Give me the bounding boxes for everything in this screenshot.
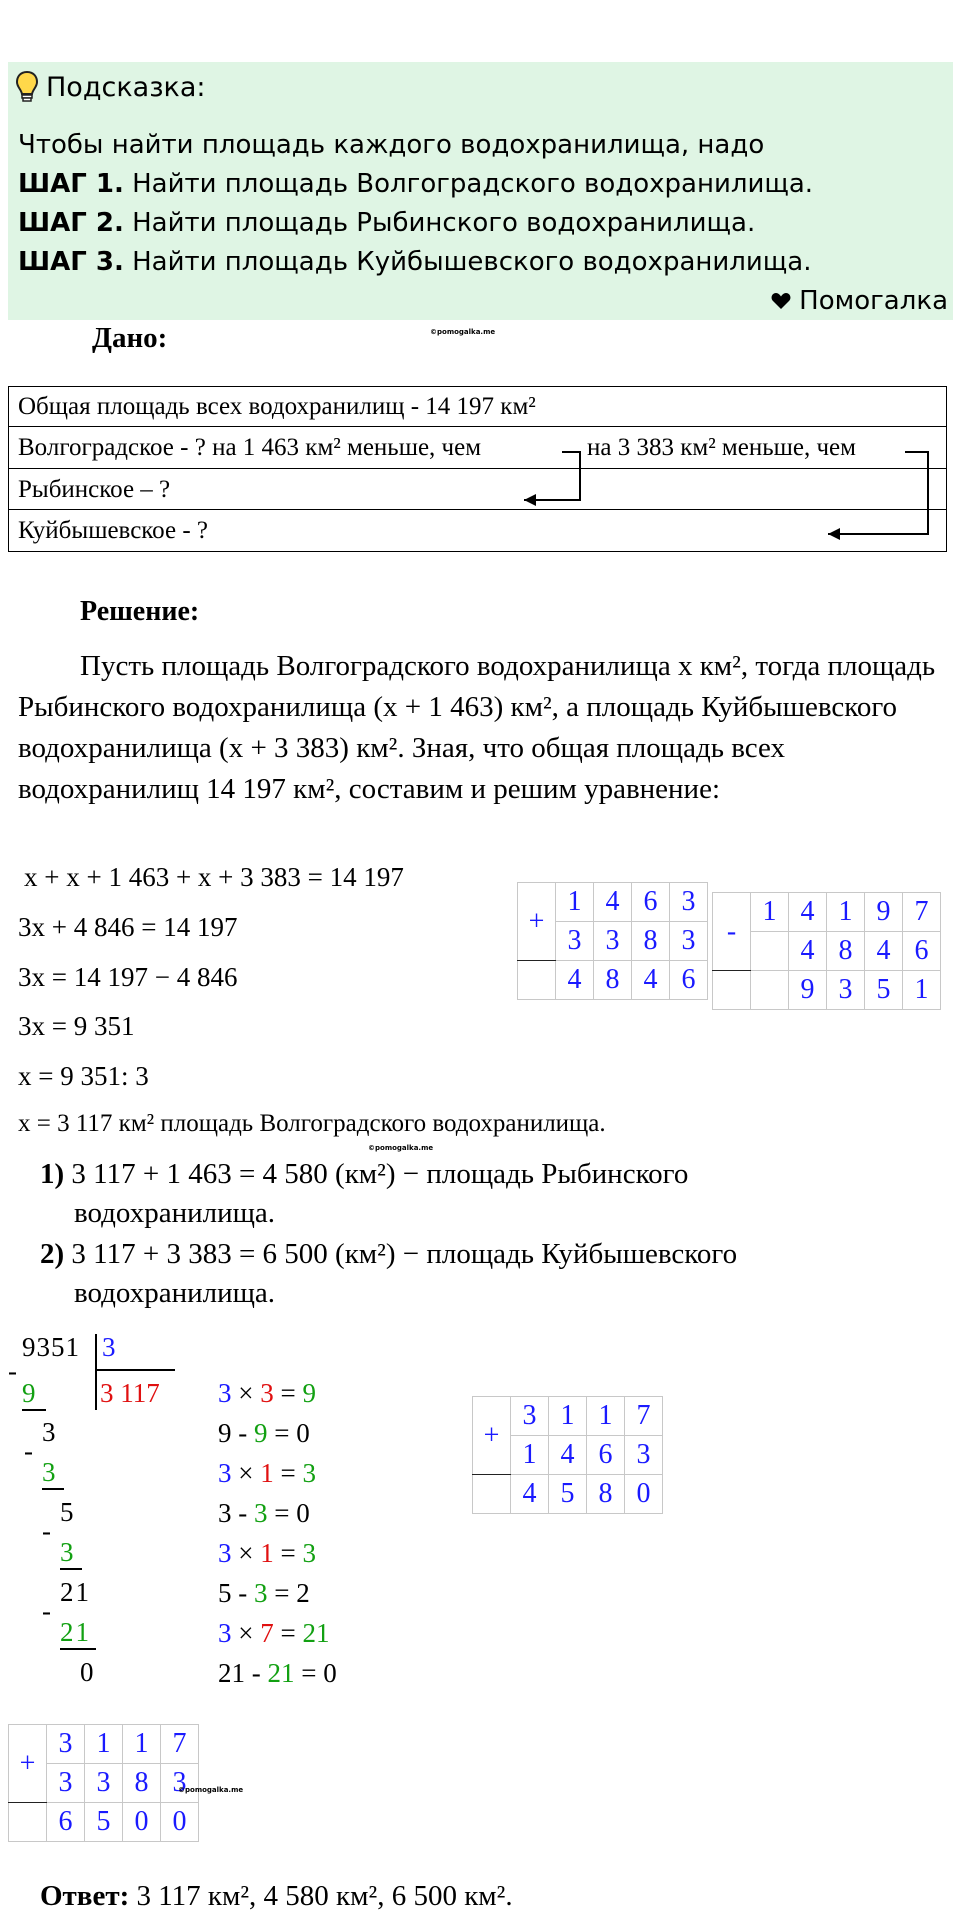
digit: 5	[865, 971, 903, 1010]
check-operand: 5	[218, 1578, 232, 1608]
brand-name: Помогалка	[799, 286, 948, 316]
digit: 4	[789, 893, 827, 932]
division-check	[218, 1498, 310, 1529]
watermark: ©pomogalka.me	[368, 1144, 434, 1152]
digit: 1	[85, 1725, 123, 1764]
digit	[751, 971, 789, 1010]
division-check	[218, 1658, 337, 1689]
column-subtraction	[712, 892, 941, 1010]
digit: 1	[903, 971, 941, 1010]
digit: 3	[594, 922, 632, 961]
digit: 4	[549, 1436, 587, 1475]
division-step: 21	[60, 1577, 91, 1607]
digit: 3	[161, 1764, 199, 1803]
digit: 3	[670, 883, 708, 922]
answer	[40, 1880, 513, 1913]
step-1-cont: водохранилища.	[74, 1197, 276, 1229]
step-number: 2)	[40, 1238, 65, 1270]
step-2-cont: водохранилища.	[74, 1277, 276, 1309]
check-operand: 21	[267, 1658, 295, 1688]
check-operand: 3	[218, 1538, 232, 1568]
digit: 3	[47, 1764, 85, 1803]
check-op: -	[231, 1498, 254, 1528]
check-result: 0	[296, 1498, 310, 1528]
division-divisor: 3	[102, 1332, 116, 1362]
digit: 1	[587, 1397, 625, 1436]
division-minus: -	[42, 1596, 51, 1626]
check-op: -	[245, 1658, 268, 1688]
check-operand: 9	[254, 1418, 268, 1448]
equation: x = 3 117 км² площадь Волгоградского водохранилища.	[18, 1110, 606, 1137]
step-text: 3 117 + 1 463 = 4 580 (км²) − площадь Рыбинского	[71, 1158, 689, 1190]
check-result: 21	[302, 1618, 330, 1648]
digit	[751, 932, 789, 971]
hint-step-text: Найти площадь Рыбинского водохранилища.	[132, 208, 756, 238]
division-check	[218, 1538, 316, 1569]
step-text: 3 117 + 3 383 = 6 500 (км²) − площадь Куйбышевского	[71, 1238, 738, 1270]
check-op: ×	[231, 1618, 261, 1648]
plus-sign: +	[9, 1725, 47, 1803]
digit: 7	[161, 1725, 199, 1764]
solution-paragraph-text: Пусть площадь Волгоградского водохранилища x км², тогда площадь Рыбинского водохранилища (x + 1 463) км², а площадь Куйбышевского водохранилища (x + 3 383) км². Зная, что общая площадь всех водохранилищ 14 197 км², составим и решим уравнение:	[18, 650, 936, 805]
digit: 4	[594, 883, 632, 922]
check-operand: 3	[218, 1458, 232, 1488]
digit: 9	[789, 971, 827, 1010]
check-eq: =	[273, 1378, 303, 1408]
division-minus: -	[42, 1516, 51, 1546]
division-step: 0	[80, 1657, 94, 1687]
digit: 5	[549, 1475, 587, 1514]
digit: 3	[827, 971, 865, 1010]
column-addition-1	[517, 882, 708, 1000]
digit: 6	[632, 883, 670, 922]
digit: 3	[625, 1436, 663, 1475]
equation: 3x + 4 846 = 14 197	[18, 912, 238, 942]
check-op: ×	[231, 1378, 261, 1408]
equation: x = 9 351: 3	[18, 1061, 149, 1091]
check-eq: =	[294, 1658, 324, 1688]
check-eq: =	[273, 1618, 303, 1648]
check-result: 0	[296, 1418, 310, 1448]
digit: 0	[123, 1803, 161, 1842]
digit: 3	[511, 1397, 549, 1436]
hint-step-label: ШАГ 3.	[18, 247, 124, 277]
check-operand: 9	[218, 1418, 232, 1448]
check-operand: 3	[254, 1578, 268, 1608]
check-operand: 21	[218, 1658, 245, 1688]
division-step: 21	[60, 1617, 96, 1650]
digit: 8	[587, 1475, 625, 1514]
digit: 1	[751, 893, 789, 932]
division-step: 5	[60, 1497, 74, 1527]
division-minus: -	[24, 1436, 33, 1466]
division-check	[218, 1458, 316, 1489]
division-step: 3	[42, 1457, 64, 1490]
digit: 5	[85, 1803, 123, 1842]
check-operand: 3	[260, 1378, 274, 1408]
given-row-rybinsk: Рыбинское – ?	[9, 469, 946, 510]
digit: 4	[511, 1475, 549, 1514]
digit: 0	[625, 1475, 663, 1514]
digit: 8	[123, 1764, 161, 1803]
digit: 6	[47, 1803, 85, 1842]
check-op: ×	[231, 1458, 261, 1488]
division-check	[218, 1618, 329, 1649]
digit: 6	[587, 1436, 625, 1475]
division-step: 3	[60, 1537, 82, 1570]
minus-sign: -	[713, 893, 751, 971]
digit: 4	[789, 932, 827, 971]
watermark: ©pomogalka.me	[430, 328, 496, 336]
digit: 4	[865, 932, 903, 971]
check-result: 3	[302, 1458, 316, 1488]
check-operand: 1	[260, 1538, 274, 1568]
division-step: 3	[42, 1417, 56, 1447]
equation: x + x + 1 463 + x + 3 383 = 14 197	[24, 862, 404, 892]
hint-step-label: ШАГ 1.	[18, 169, 124, 199]
division-check	[218, 1418, 310, 1449]
digit: 1	[123, 1725, 161, 1764]
digit: 8	[594, 961, 632, 1000]
check-operand: 3	[218, 1618, 232, 1648]
given-row-volgograd-extra: на 3 383 км² меньше, чем	[587, 434, 856, 461]
digit: 8	[632, 922, 670, 961]
hint-title-text: Подсказка:	[46, 71, 206, 103]
digit: 7	[903, 893, 941, 932]
answer-text: 3 117 км², 4 580 км², 6 500 км².	[129, 1880, 513, 1912]
given-row-total: Общая площадь всех водохранилищ - 14 197 км²	[9, 387, 946, 427]
check-result: 0	[323, 1658, 337, 1688]
digit: 4	[632, 961, 670, 1000]
check-op: -	[231, 1578, 254, 1608]
step-number: 1)	[40, 1158, 65, 1190]
check-operand: 3	[218, 1378, 232, 1408]
check-result: 3	[302, 1538, 316, 1568]
check-eq: =	[273, 1538, 303, 1568]
digit: 7	[625, 1397, 663, 1436]
digit: 0	[161, 1803, 199, 1842]
hint-intro: Чтобы найти площадь каждого водохранилища, надо	[18, 130, 765, 160]
digit: 3	[47, 1725, 85, 1764]
given-heading: Дано:	[92, 322, 168, 354]
solution-heading: Решение:	[80, 596, 200, 627]
equation: 3x = 14 197 − 4 846	[18, 962, 238, 992]
check-result: 9	[302, 1378, 316, 1408]
digit: 3	[670, 922, 708, 961]
digit: 1	[549, 1397, 587, 1436]
digit: 1	[511, 1436, 549, 1475]
check-op: ×	[231, 1538, 261, 1568]
check-eq: =	[267, 1578, 297, 1608]
check-op: -	[231, 1418, 254, 1448]
digit: 3	[556, 922, 594, 961]
division-step: 9	[22, 1378, 46, 1411]
equation: 3x = 9 351	[18, 1011, 135, 1041]
given-arrows	[0, 0, 960, 600]
check-eq: =	[267, 1418, 297, 1448]
hint-step-text: Найти площадь Волгоградского водохранилища.	[132, 169, 814, 199]
digit: 3	[85, 1764, 123, 1803]
check-eq: =	[267, 1498, 297, 1528]
check-eq: =	[273, 1458, 303, 1488]
plus-sign: +	[518, 883, 556, 961]
division-quotient: 3 117	[100, 1378, 160, 1408]
hint-step-text: Найти площадь Куйбышевского водохранилища.	[132, 247, 812, 277]
division-check	[218, 1378, 316, 1409]
digit: 1	[556, 883, 594, 922]
solution-paragraph	[18, 646, 948, 810]
digit: 6	[670, 961, 708, 1000]
check-operand: 3	[254, 1498, 268, 1528]
digit: 9	[865, 893, 903, 932]
digit: 8	[827, 932, 865, 971]
check-operand: 3	[218, 1498, 232, 1528]
hint-step-label: ШАГ 2.	[18, 208, 124, 238]
given-row-volgograd-text: Волгоградское - ? на 1 463 км² меньше, чем	[18, 434, 482, 461]
division-minus: -	[8, 1356, 17, 1386]
given-row-kuibyshev: Куйбышевское - ?	[18, 517, 208, 544]
answer-label: Ответ:	[40, 1880, 130, 1912]
division-line	[95, 1369, 175, 1371]
check-operand: 1	[260, 1458, 274, 1488]
step-2	[40, 1238, 737, 1271]
digit: 4	[556, 961, 594, 1000]
check-result: 2	[296, 1578, 310, 1608]
column-addition-3	[8, 1724, 199, 1842]
plus-sign: +	[473, 1397, 511, 1475]
division-bar	[95, 1334, 97, 1410]
column-addition-2	[472, 1396, 663, 1514]
division-check	[218, 1578, 310, 1609]
check-operand: 7	[260, 1618, 274, 1648]
digit: 1	[827, 893, 865, 932]
division-dividend: 9351	[22, 1332, 80, 1362]
step-1	[40, 1158, 688, 1191]
watermark: ©pomogalka.me	[178, 1786, 244, 1794]
digit: 6	[903, 932, 941, 971]
